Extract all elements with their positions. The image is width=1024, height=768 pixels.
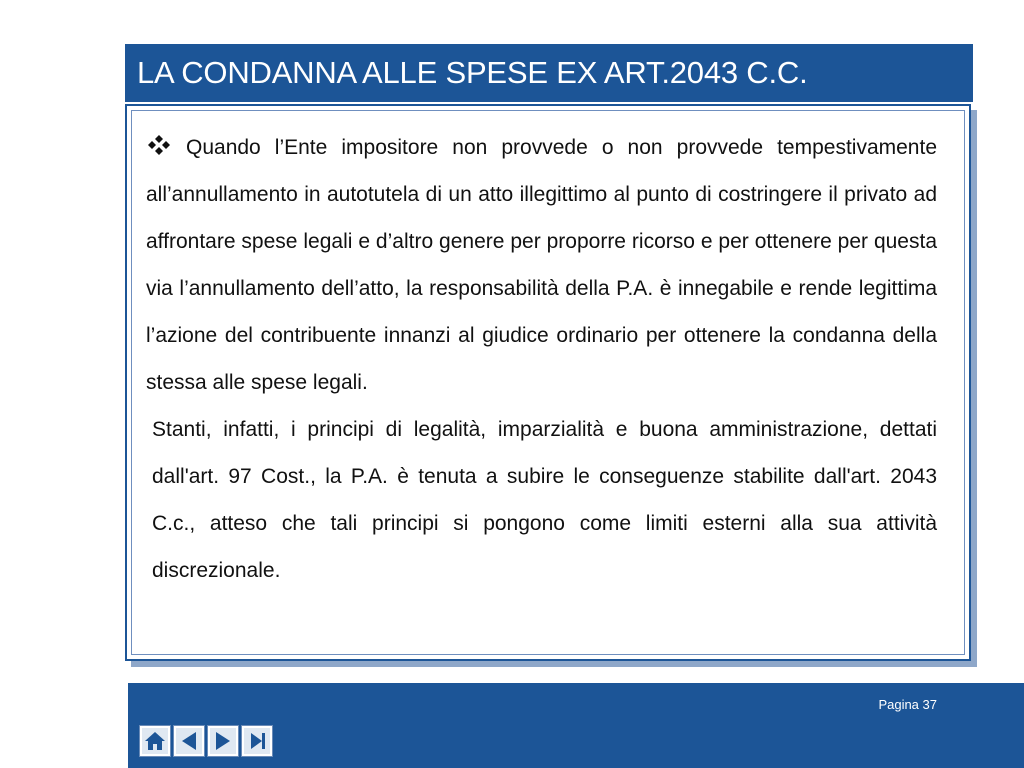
paragraph-1: Quando l’Ente impositore non provvede o non provvede tempestivamente all’annullamento in autotutela di un atto illegittimo al punto di costringere il privato ad affrontare spese legali e d’altro genere per proporre ricorso e per ottenere per questa via l’annullamento dell’atto, la responsabilità della P.A. è innegabile e rende legittima l’azione del contribuente innanzi al giudice ordinario per ottenere la condanna della stessa alle spese legali.	[146, 136, 937, 394]
slide-title: LA CONDANNA ALLE SPESE EX ART.2043 C.C.	[137, 55, 808, 90]
previous-slide-button[interactable]	[174, 726, 204, 756]
home-icon	[143, 730, 167, 752]
paragraph-2: Stanti, infatti, i principi di legalità, imparzialità e buona amministrazione, dettati dall'art. 97 Cost., la P.A. è tenuta a subire le conseguenze stabilite dall'art. 2043 C.c., atteso che tali principi si pongono come limiti esterni alla sua attività discrezionale.	[152, 418, 937, 582]
paragraph-1-container	[146, 124, 937, 406]
slide-title-bar	[125, 44, 973, 102]
slide-navigation	[140, 726, 272, 756]
previous-icon	[178, 730, 200, 752]
four-diamond-bullet-icon	[146, 126, 172, 148]
last-icon	[246, 730, 268, 752]
last-slide-button[interactable]	[242, 726, 272, 756]
home-button[interactable]	[140, 726, 170, 756]
page-number: Pagina 37	[878, 697, 937, 712]
next-slide-button[interactable]	[208, 726, 238, 756]
next-icon	[212, 730, 234, 752]
footer-bar	[128, 683, 1024, 768]
slide-body-text	[146, 124, 937, 594]
paragraph-2-container	[146, 406, 937, 594]
